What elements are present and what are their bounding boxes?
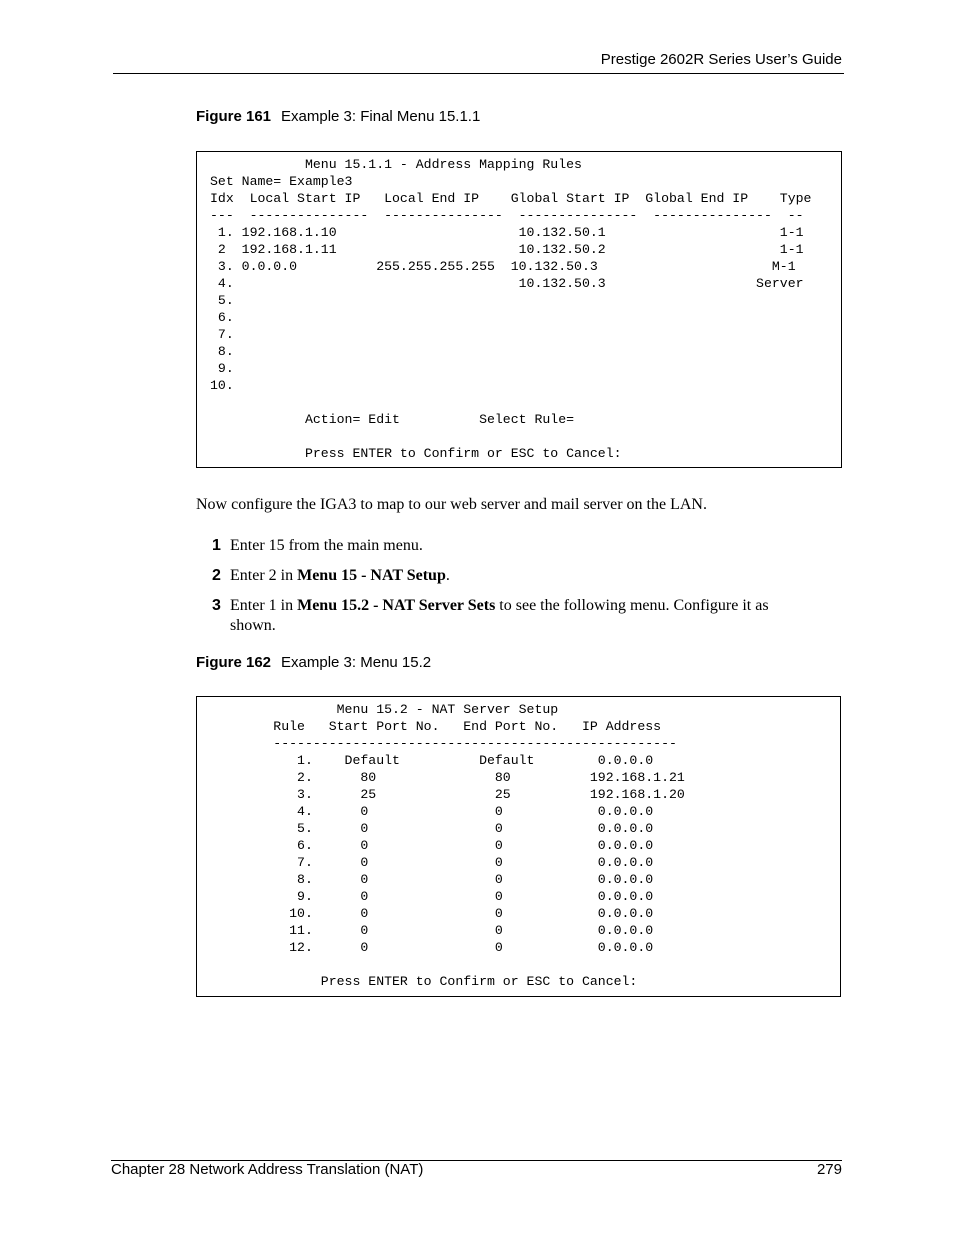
screen-line: 1. 192.168.1.10 10.132.50.1 1-1 — [210, 225, 804, 240]
step-menu-name: Menu 15.2 - NAT Server Sets — [297, 597, 496, 614]
screen-line: 9. 0 0 0.0.0.0 — [210, 889, 654, 904]
screen-line: --------------------------------------------------- — [210, 736, 677, 751]
screen-line: 10. 0 0 0.0.0.0 — [210, 906, 654, 921]
screen-line: 9. — [210, 361, 234, 376]
screen-line: 4. 0 0 0.0.0.0 — [210, 804, 654, 819]
screen-line: 7. 0 0 0.0.0.0 — [210, 855, 654, 870]
intro-paragraph: Now configure the IGA3 to map to our web server and mail server on the LAN. — [196, 496, 707, 513]
screen-line: Menu 15.1.1 - Address Mapping Rules — [210, 157, 582, 172]
step-number: 3 — [212, 597, 221, 614]
figure-162-caption — [196, 654, 431, 671]
figure-161-caption — [196, 108, 480, 125]
figure-162-title: Example 3: Menu 15.2 — [281, 654, 432, 671]
screen-line: Rule Start Port No. End Port No. IP Address — [210, 719, 662, 734]
step-number: 1 — [212, 537, 221, 554]
running-header-title: Prestige 2602R Series User’s Guide — [600, 51, 842, 68]
page-number: 279 — [816, 1161, 842, 1178]
header-rule — [113, 73, 844, 74]
step-number: 2 — [212, 567, 221, 584]
screen-line: 2 192.168.1.11 10.132.50.2 1-1 — [210, 242, 804, 257]
screen-line: 7. — [210, 327, 234, 342]
figure-161-screen — [196, 151, 842, 468]
step-text-end: to see the following menu. Configure it as — [495, 597, 769, 614]
screen-line: 3. 25 25 192.168.1.20 — [210, 787, 685, 802]
screen-line: 10. — [210, 378, 234, 393]
step-3 — [212, 597, 769, 615]
step-2 — [212, 567, 450, 585]
screen-line: Action= Edit Select Rule= — [210, 412, 575, 427]
figure-162-label: Figure 162 — [196, 654, 272, 671]
figure-161-label: Figure 161 — [196, 108, 272, 125]
step-text: Enter 1 in — [230, 597, 298, 614]
screen-line: 8. — [210, 344, 234, 359]
screen-line: Idx Local Start IP Local End IP Global Start IP Global End IP Type — [210, 191, 812, 206]
step-1 — [212, 537, 423, 555]
step-3-continuation: shown. — [230, 617, 276, 634]
screen-line: 3. 0.0.0.0 255.255.255.255 10.132.50.3 M-1 — [210, 259, 796, 274]
screen-line: 12. 0 0 0.0.0.0 — [210, 940, 654, 955]
screen-line: 6. — [210, 310, 234, 325]
figure-161-text — [210, 156, 840, 466]
screen-line: 6. 0 0 0.0.0.0 — [210, 838, 654, 853]
screen-line: 11. 0 0 0.0.0.0 — [210, 923, 654, 938]
screen-line: --- --------------- --------------- --------------- --------------- -- — [210, 208, 804, 223]
step-text: Enter 2 in — [230, 567, 298, 584]
footer-chapter-title: Chapter 28 Network Address Translation (NAT) — [111, 1161, 424, 1178]
screen-line: 4. 10.132.50.3 Server — [210, 276, 804, 291]
step-text: Enter 15 from the main menu. — [230, 537, 423, 554]
screen-line: 1. Default Default 0.0.0.0 — [210, 753, 654, 768]
step-menu-name: Menu 15 - NAT Setup — [297, 567, 446, 584]
figure-162-text — [210, 701, 838, 995]
screen-line: Press ENTER to Confirm or ESC to Cancel: — [210, 974, 638, 989]
screen-line: 2. 80 80 192.168.1.21 — [210, 770, 685, 785]
figure-162-screen — [196, 696, 841, 997]
screen-line: Press ENTER to Confirm or ESC to Cancel: — [210, 446, 622, 461]
step-text-end: . — [445, 567, 450, 584]
screen-line: 5. 0 0 0.0.0.0 — [210, 821, 654, 836]
screen-line: Menu 15.2 - NAT Server Setup — [210, 702, 559, 717]
screen-line: 5. — [210, 293, 234, 308]
screen-line: 8. 0 0 0.0.0.0 — [210, 872, 654, 887]
screen-line: Set Name= Example3 — [210, 174, 353, 189]
figure-161-title: Example 3: Final Menu 15.1.1 — [281, 108, 481, 125]
